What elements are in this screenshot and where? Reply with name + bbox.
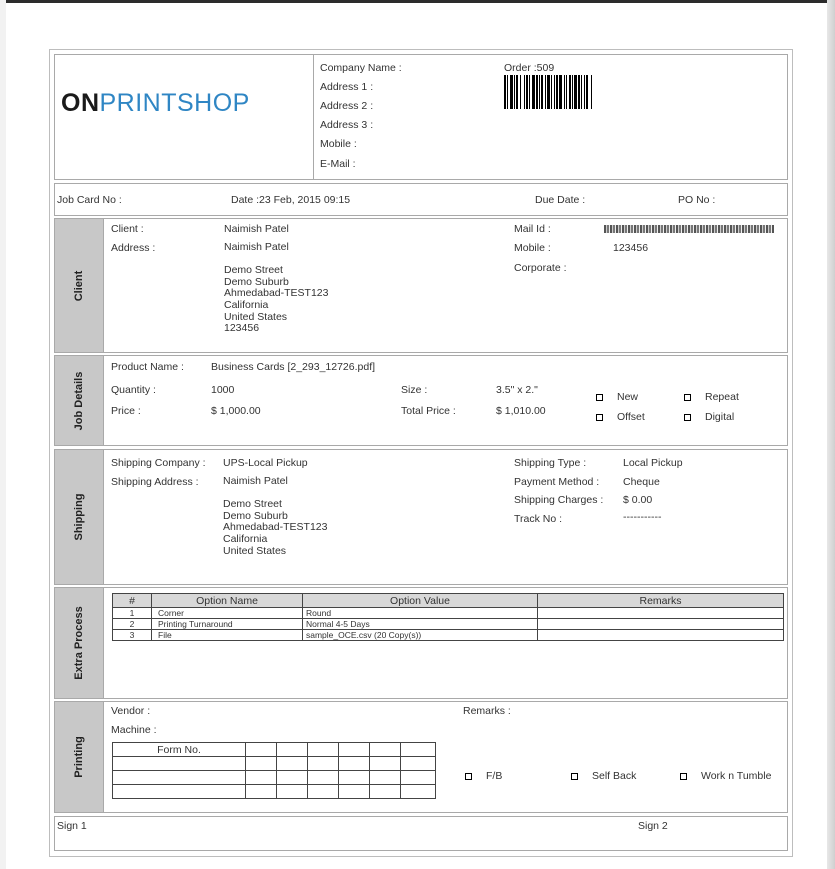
email-line: E-Mail : (320, 158, 356, 170)
barcode-bar (586, 75, 588, 109)
mail-redacted (604, 225, 774, 233)
barcode-bar (566, 75, 567, 109)
charges-label: Shipping Charges : (514, 494, 604, 506)
charges-value: $ 0.00 (623, 494, 653, 506)
payment-value: Cheque (623, 476, 660, 488)
checkbox-icon (596, 394, 603, 401)
form-no-label: Form No. (113, 743, 246, 757)
machine-label: Machine : (111, 724, 157, 736)
total-value: $ 1,010.00 (496, 405, 546, 417)
po-no: PO No : (678, 194, 716, 206)
shipping-section-label: Shipping (55, 450, 104, 584)
check-new[interactable]: New (596, 391, 638, 403)
job-details-section-label: Job Details (55, 356, 104, 445)
barcode-bar (581, 75, 582, 109)
barcode-bar (547, 75, 550, 109)
table-row: 1 Corner Round (113, 608, 784, 619)
track-value: ----------- (623, 511, 662, 523)
address2-line: Address 2 : (320, 100, 374, 112)
checkbox-icon (684, 414, 691, 421)
table-row: 2 Printing Turnaround Normal 4-5 Days (113, 619, 784, 630)
shipping-type-label: Shipping Type : (514, 457, 587, 469)
check-self-back[interactable]: Self Back (571, 770, 636, 782)
barcode-bar (524, 75, 525, 109)
shipping-company-value: UPS-Local Pickup (223, 457, 308, 469)
shipping-company-label: Shipping Company : (111, 457, 206, 469)
barcode-bar (507, 75, 508, 109)
mobile-line: Mobile : (320, 138, 357, 150)
barcode-bar (536, 75, 538, 109)
barcode-bar (584, 75, 585, 109)
checkbox-icon (596, 414, 603, 421)
corporate-label: Corporate : (514, 262, 567, 274)
barcode-bar (529, 75, 530, 109)
barcode-bar (559, 75, 562, 109)
col-option-name: Option Name (152, 594, 303, 608)
shipping-type-value: Local Pickup (623, 457, 683, 469)
product-value: Business Cards [2_293_12726.pdf] (211, 361, 376, 373)
job-card-line (54, 183, 788, 216)
size-label: Size : (401, 384, 428, 396)
company-info (313, 55, 314, 179)
barcode-bar (556, 75, 558, 109)
printing-section (54, 701, 788, 813)
extra-process-section-label: Extra Process (55, 588, 104, 698)
barcode-bar (574, 75, 577, 109)
barcode-bar (504, 75, 506, 109)
col-option-value: Option Value (303, 594, 538, 608)
due-date: Due Date : (535, 194, 586, 206)
form-grid (112, 742, 436, 799)
job-card-no: Job Card No : (57, 194, 122, 206)
client-section-label: Client (55, 219, 104, 352)
company-logo: ONPRINTSHOP (61, 89, 250, 117)
viewer-top-bar (0, 0, 835, 3)
viewer-left-edge (0, 0, 6, 869)
quantity-value: 1000 (211, 384, 235, 396)
mobile-value: 123456 (613, 242, 649, 254)
barcode-bar (572, 75, 573, 109)
printing-section-label: Printing (55, 702, 104, 812)
barcode-bar (510, 75, 513, 109)
extra-process-section (54, 587, 788, 699)
address1-line: Address 1 : (320, 81, 374, 93)
quantity-label: Quantity : (111, 384, 156, 396)
barcode-bar (554, 75, 555, 109)
job-date: Date :23 Feb, 2015 09:15 (231, 194, 351, 206)
mobile-label: Mobile : (514, 242, 551, 254)
barcode-bar (578, 75, 580, 109)
barcode-bar (545, 75, 546, 109)
shipping-section (54, 449, 788, 585)
col-number: # (113, 594, 152, 608)
shipping-address: Naimish Patel Demo Street Demo Suburb Ahmedabad-TEST123 California United States (223, 475, 328, 557)
price-value: $ 1,000.00 (211, 405, 261, 417)
remarks-label: Remarks : (463, 705, 511, 717)
client-label: Client : (111, 223, 144, 235)
sign-section (54, 816, 788, 851)
barcode-bar (516, 75, 518, 109)
barcode-bar (532, 75, 535, 109)
check-digital[interactable]: Digital (684, 411, 734, 423)
checkbox-icon (465, 773, 472, 780)
header-section (54, 54, 788, 180)
options-header-row (113, 594, 784, 608)
table-row: 3 File sample_OCE.csv (20 Copy(s)) (113, 630, 784, 641)
product-label: Product Name : (111, 361, 184, 373)
check-offset[interactable]: Offset (596, 411, 645, 423)
track-label: Track No : (514, 513, 563, 525)
sign2-label: Sign 2 (638, 820, 668, 832)
barcode-bar (526, 75, 528, 109)
vendor-label: Vendor : (111, 705, 151, 717)
address-label: Address : (111, 242, 156, 254)
check-work-n-tumble[interactable]: Work n Tumble (680, 770, 771, 782)
checkbox-icon (680, 773, 687, 780)
barcode-bar (551, 75, 552, 109)
client-section (54, 218, 788, 353)
address3-line: Address 3 : (320, 119, 374, 131)
client-address: Naimish Patel Demo Street Demo Suburb Ahmedabad-TEST123 California United States 123456 (224, 241, 329, 335)
barcode-bar (591, 75, 592, 109)
job-card-page (49, 49, 793, 857)
barcode-bar (514, 75, 515, 109)
size-value: 3.5" x 2." (496, 384, 538, 396)
barcode-bar (541, 75, 543, 109)
barcode-bar (564, 75, 565, 109)
checkbox-icon (684, 394, 691, 401)
company-name-line: Company Name : (320, 62, 402, 74)
options-table (112, 593, 784, 641)
barcode-bar (539, 75, 540, 109)
viewer-scrollbar[interactable] (827, 0, 835, 869)
order-barcode (504, 75, 610, 109)
checkbox-icon (571, 773, 578, 780)
sign1-label: Sign 1 (57, 820, 87, 832)
order-number: Order :509 (504, 62, 555, 74)
check-repeat[interactable]: Repeat (684, 391, 739, 403)
barcode-bar (520, 75, 521, 109)
col-remarks: Remarks (538, 594, 784, 608)
shipping-address-label: Shipping Address : (111, 476, 199, 488)
client-value: Naimish Patel (224, 223, 289, 235)
payment-label: Payment Method : (514, 476, 600, 488)
job-details-section (54, 355, 788, 446)
mail-label: Mail Id : (514, 223, 551, 235)
check-fb[interactable]: F/B (465, 770, 502, 782)
price-label: Price : (111, 405, 141, 417)
barcode-bar (569, 75, 571, 109)
total-label: Total Price : (401, 405, 456, 417)
